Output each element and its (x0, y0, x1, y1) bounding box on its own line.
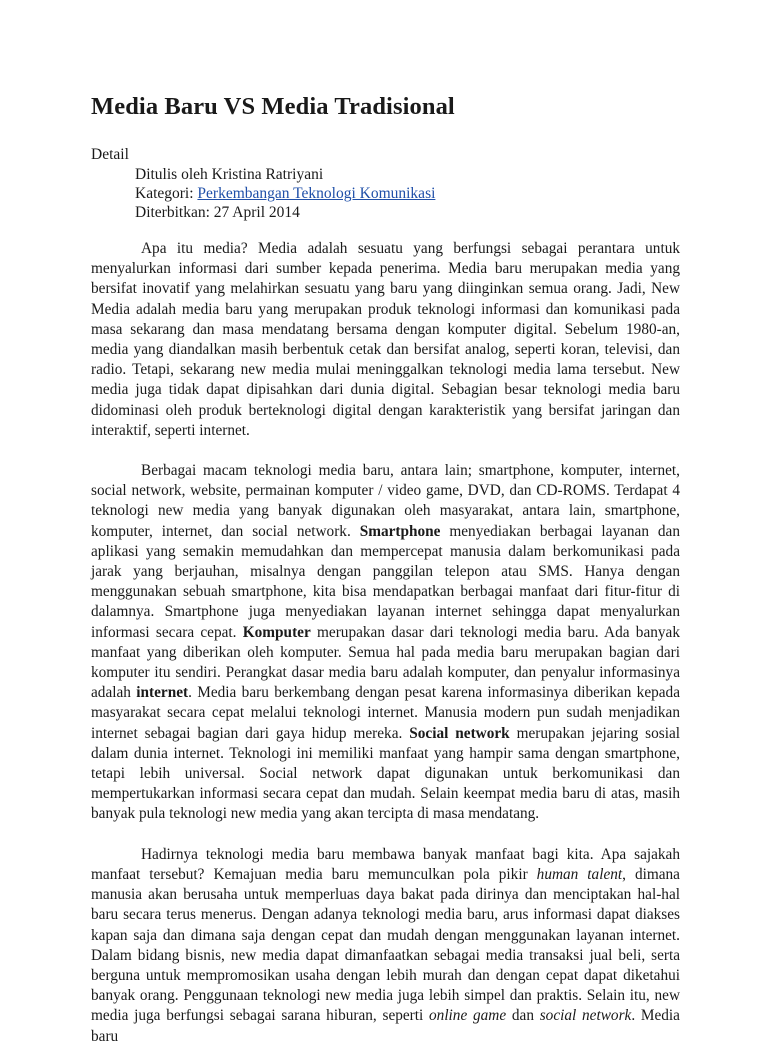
paragraph-2 (91, 461, 680, 825)
author-row (135, 165, 680, 184)
paragraph-3-text-3: dan (506, 1007, 540, 1025)
term-online-game: online game (429, 1007, 507, 1025)
paragraph-2-text-3: merupakan dasar dari teknologi media baru. Ada banyak manfaat yang diberikan oleh komputer. Semua hal pada media baru merupakan bagian dari komputer itu sendiri. Perangkat dasar media baru adalah komputer, dan penyalur informasinya adalah (91, 623, 680, 702)
paragraph-3-text-1: Hadirnya teknologi media baru membawa banyak manfaat bagi kita. Apa sajakah manfaat tersebut? Kemajuan media baru memunculkan pola pikir (91, 845, 680, 883)
paragraph-3 (91, 845, 680, 1047)
paragraph-2-text-1: Berbagai macam teknologi media baru, antara lain; smartphone, komputer, internet, social network, website, permainan komputer / video game, DVD, dan CD-ROMS. Terdapat 4 teknologi new media yang banyak digunakan oleh masyarakat, antara lain, smartphone, komputer, internet, dan social network. (91, 462, 680, 540)
article-title: Media Baru VS Media Tradisional (91, 93, 455, 120)
term-human-talent: human talent (536, 865, 623, 883)
term-internet: internet (136, 684, 189, 702)
paragraph-2-text-4: . Media baru berkembang dengan pesat karena informasinya diberikan kepada masyarakat secara cepat melalui teknologi internet. Manusia modern pun sudah menjadikan internet sebagai bagian dari gaya hidup mereka. (91, 684, 680, 742)
article-meta (135, 165, 680, 222)
term-social-network-italic: social network (539, 1007, 632, 1025)
author-name: Kristina Ratriyani (211, 166, 324, 183)
paragraph-2-text-5: merupakan jejaring sosial dalam dunia internet. Teknologi ini memiliki manfaat yang hampir sama dengan smartphone, tetapi lebih universal. Social network dapat digunakan untuk berkomunikasi dan mempertukarkan informasi secara cepat dan mudah. Selain keempat media baru di atas, masih banyak pula teknologi new media yang akan tercipta di masa mendatang. (91, 724, 680, 823)
paragraph-3-text-2: , dimana manusia akan berusaha untuk memperluas daya bakat pada dirinya dan menciptakan hal-hal baru secara terus menerus. Dengan adanya teknologi media baru, arus informasi dapat diakses kapan saja dan dimana saja dengan cepat dan mudah dengan menggunakan layanan internet. Dalam bidang bisnis, new media dapat dimanfaatkan sebagai media transaksi jual beli, serta berguna untuk mempromosikan usaha dengan lebih murah dan dengan cepat dapat diketahui banyak orang. Penggunaan teknologi new media juga lebih simpel dan praktis. Selain itu, new media juga berfungsi sebagai sarana hiburan, seperti (91, 865, 680, 1025)
paragraph-1: Apa itu media? Media adalah sesuatu yang berfungsi sebagai perantara untuk menyalurkan informasi dari sumber kepada penerima. Media baru merupakan media yang bersifat inovatif yang melahirkan sesuatu yang baru yang diinginkan semua orang. Jadi, New Media adalah media baru yang merupakan produk teknologi informasi dan komunikasi pada masa sekarang dan masa mendatang bersama dengan komputer digital. Sebelum 1980-an, media yang diandalkan masih berbentuk cetak dan bersifat analog, seperti koran, televisi, dan radio. Tetapi, sekarang new media mulai meninggalkan teknologi media lama tersebut. New media juga tidak dapat dipisahkan dari dunia digital. Sebagian besar teknologi media baru didominasi oleh produk berteknologi digital dengan karakteristik yang bersifat jaringan dan interaktif, seperti internet. (91, 240, 680, 439)
detail-label: Detail (91, 146, 129, 163)
term-social-network: Social network (409, 724, 510, 742)
author-prefix: Ditulis oleh (135, 166, 212, 183)
term-smartphone: Smartphone (359, 522, 441, 540)
category-link[interactable]: Perkembangan Teknologi Komunikasi (197, 185, 436, 202)
published-date: 27 April 2014 (213, 204, 300, 221)
term-komputer: Komputer (242, 623, 311, 641)
published-row (135, 203, 680, 222)
category-row (135, 184, 680, 203)
paragraph-2-text-2: menyediakan berbagai layanan dan aplikasi yang semakin memudahkan dan mempercepat manusia dalam berkomunikasi pada jarak yang berjauhan, misalnya dengan panggilan telepon atau SMS. Hanya dengan menggunakan sebuah smartphone, kita bisa mendapatkan berbagai manfaat dari fitur-fitur di dalamnya. Smartphone juga menyediakan layanan internet sehingga dapat menyalurkan informasi secara cepat. (91, 522, 680, 641)
published-prefix: Diterbitkan: (135, 204, 214, 221)
category-prefix: Kategori: (135, 185, 198, 202)
paragraph-3-text-4: . Media baru (91, 1007, 680, 1045)
